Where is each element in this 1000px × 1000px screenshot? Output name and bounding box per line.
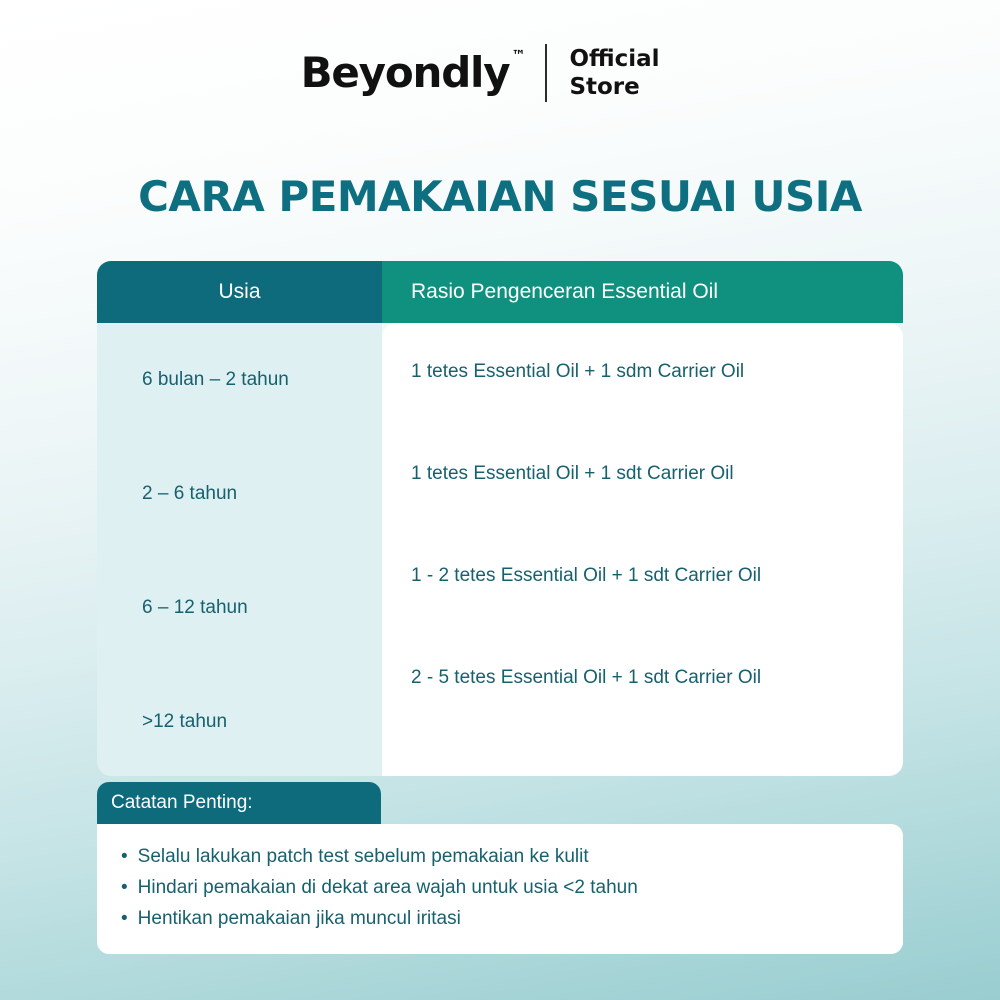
notes-section	[97, 782, 903, 954]
brand-subtitle: Official Store	[569, 45, 660, 100]
page-title: CARA PEMAKAIAN SESUAI USIA	[138, 172, 862, 221]
notes-body	[97, 824, 903, 954]
table-cell-rasio: 1 tetes Essential Oil + 1 sdt Carrier Oil	[411, 463, 734, 484]
table-cell-usia: 6 – 12 tahun	[142, 597, 248, 618]
bullet-icon: •	[121, 907, 128, 929]
table-cell-rasio: 1 - 2 tetes Essential Oil + 1 sdt Carrier Oil	[411, 565, 762, 586]
table-cell-usia: >12 tahun	[142, 711, 228, 732]
table-column-usia	[97, 323, 382, 776]
usage-table	[97, 261, 903, 776]
table-cell-usia: 6 bulan – 2 tahun	[142, 369, 289, 390]
trademark-icon: ™	[511, 48, 526, 64]
bullet-icon: •	[121, 876, 128, 898]
table-cell-rasio: 2 - 5 tetes Essential Oil + 1 sdt Carrier Oil	[411, 667, 762, 688]
table-header-usia: Usia	[97, 261, 382, 323]
notes-heading: Catatan Penting:	[97, 782, 381, 824]
brand-divider	[545, 44, 547, 102]
note-list-item	[121, 873, 879, 904]
brand-logo	[300, 48, 526, 97]
note-list-item	[121, 842, 879, 873]
table-header-row	[97, 261, 903, 323]
brand-logo-text: Beyondly	[300, 48, 510, 97]
table-cell-rasio: 1 tetes Essential Oil + 1 sdm Carrier Oil	[411, 361, 745, 382]
note-text: Hindari pemakaian di dekat area wajah untuk usia <2 tahun	[137, 876, 638, 898]
note-list-item	[121, 904, 879, 935]
table-header-rasio: Rasio Pengenceran Essential Oil	[382, 261, 903, 323]
table-cell-usia: 2 – 6 tahun	[142, 483, 238, 504]
table-column-rasio	[382, 323, 903, 776]
table-body	[97, 323, 903, 776]
brand-header	[0, 44, 1000, 102]
bullet-icon: •	[121, 846, 128, 867]
note-text: Selalu lakukan patch test sebelum pemakaian ke kulit	[137, 846, 589, 867]
note-text: Hentikan pemakaian jika muncul iritasi	[137, 907, 461, 929]
